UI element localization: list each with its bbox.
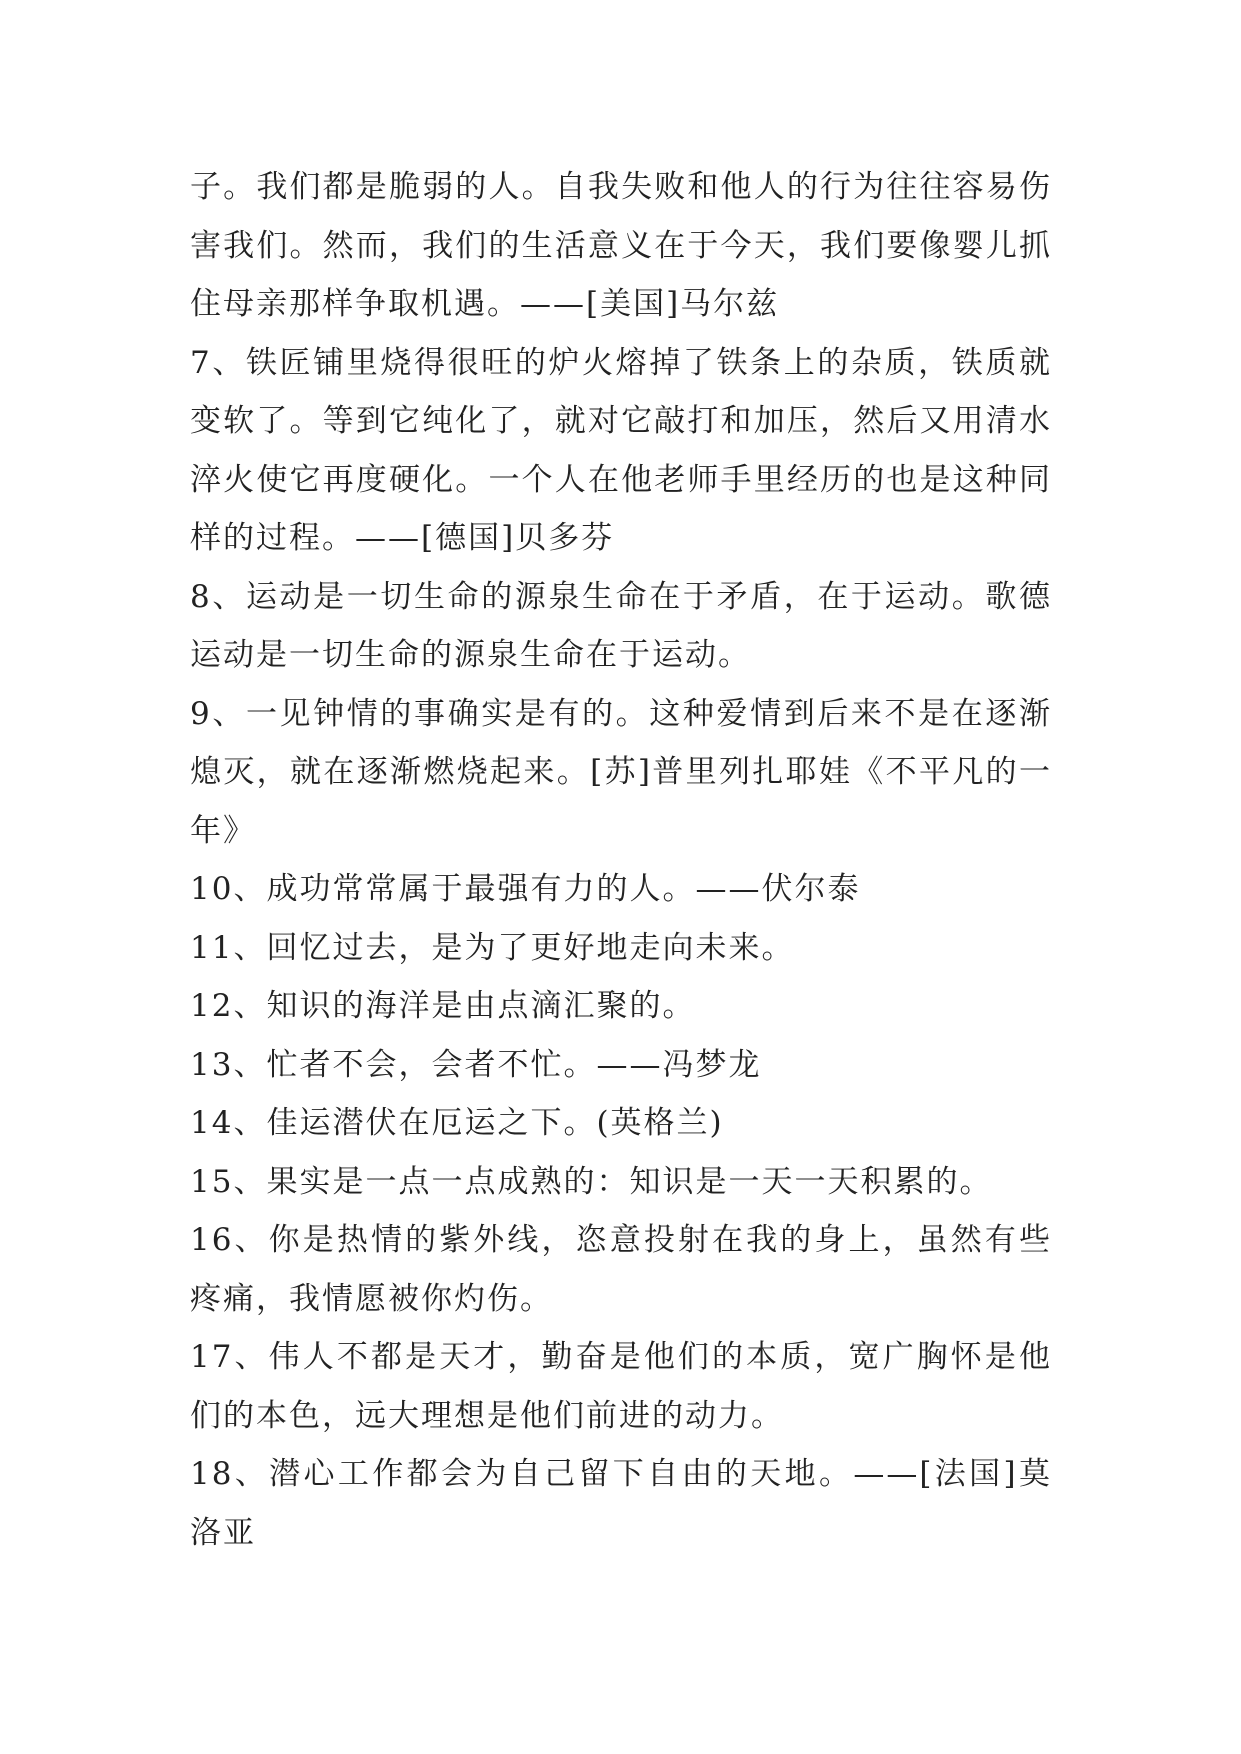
quote-item-11: 11、回忆过去，是为了更好地走向未来。 <box>190 929 795 966</box>
quote-item-18: 18、潜心工作都会为自己留下自由的天地。——[法国]莫洛亚 <box>190 1456 1052 1551</box>
quote-item-9: 9、一见钟情的事确实是有的。这种爱情到后来不是在逐渐熄灭，就在逐渐燃烧起来。[苏]普里列扎耶娃《不平凡的一年》 <box>190 695 1052 849</box>
document-body <box>190 158 1052 1562</box>
quote-item-16: 16、你是热情的紫外线，恣意投射在我的身上，虽然有些疼痛，我情愿被你灼伤。 <box>190 1222 1052 1317</box>
quote-item-17: 17、伟人不都是天才，勤奋是他们的本质，宽广胸怀是他们的本色，远大理想是他们前进的动力。 <box>190 1339 1052 1434</box>
paragraph-continuation: 子。我们都是脆弱的人。自我失败和他人的行为往往容易伤害我们。然而，我们的生活意义在于今天，我们要像婴儿抓住母亲那样争取机遇。——[美国]马尔兹 <box>190 169 1052 322</box>
quote-item-8: 8、运动是一切生命的源泉生命在于矛盾，在于运动。歌德运动是一切生命的源泉生命在于运动。 <box>190 578 1052 673</box>
quote-item-7: 7、铁匠铺里烧得很旺的炉火熔掉了铁条上的杂质，铁质就变软了。等到它纯化了，就对它敲打和加压，然后又用清水淬火使它再度硬化。一个人在他老师手里经历的也是这种同样的过程。——[德国]贝多芬 <box>190 344 1052 556</box>
quote-item-12: 12、知识的海洋是由点滴汇聚的。 <box>190 988 696 1024</box>
quote-item-15: 15、果实是一点一点成熟的：知识是一天一天积累的。 <box>190 1163 993 1200</box>
quote-item-13: 13、忙者不会，会者不忙。——冯梦龙 <box>190 1046 762 1083</box>
quote-item-14: 14、佳运潜伏在厄运之下。(英格兰) <box>190 1105 724 1141</box>
quote-item-10: 10、成功常常属于最强有力的人。——伏尔泰 <box>190 871 861 907</box>
